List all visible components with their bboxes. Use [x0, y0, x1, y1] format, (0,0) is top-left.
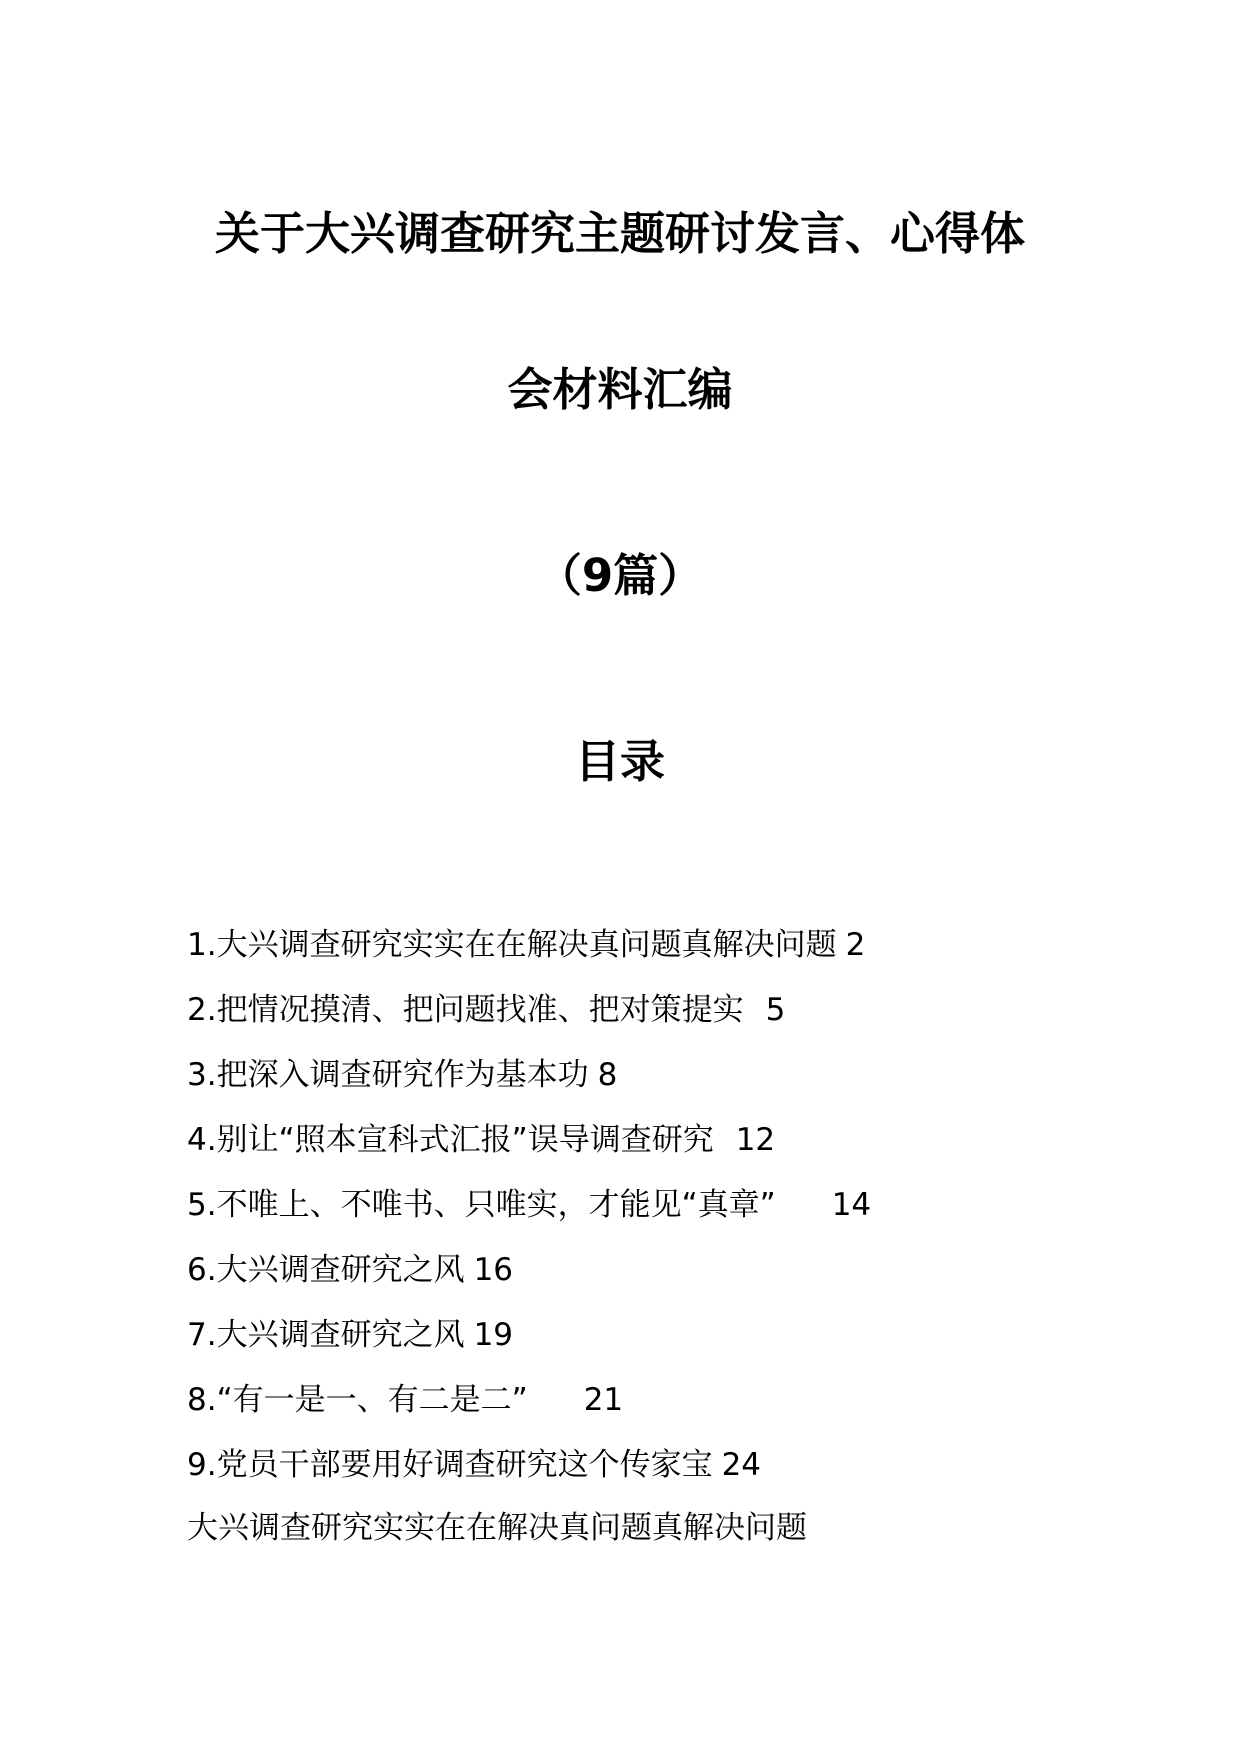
toc-item-label: 8.“有一是一、有二是二”: [187, 1382, 528, 1418]
toc-item-page-number: 24: [721, 1447, 762, 1483]
toc-item-page-number: 21: [583, 1382, 624, 1418]
document-title-line-2: 会材料汇编: [507, 363, 733, 416]
toc-item-label: 1.大兴调查研究实实在在解决真问题真解决问题: [187, 927, 837, 963]
toc-item-label: 3.把深入调查研究作为基本功: [187, 1057, 589, 1093]
toc-item-label: 6.大兴调查研究之风: [187, 1252, 465, 1288]
toc-item-label: 2.把情况摸清、把问题找准、把对策提实: [187, 992, 744, 1028]
toc-item-page-number: 5: [765, 992, 786, 1028]
toc-item-page-number: 2: [845, 927, 866, 963]
toc-item[interactable]: [187, 1055, 1087, 1120]
article-count: （9篇）: [536, 549, 704, 602]
toc-item[interactable]: [187, 1380, 1087, 1445]
toc-item-page-number: 14: [831, 1187, 872, 1223]
toc-item-label: 4.别让“照本宣科式汇报”误导调查研究: [187, 1122, 714, 1158]
document-title-line-1: 关于大兴调查研究主题研讨发言、心得体: [214, 207, 1025, 260]
toc-item[interactable]: [187, 1185, 1087, 1250]
toc-item[interactable]: [187, 1250, 1087, 1315]
toc-item[interactable]: [187, 1120, 1087, 1185]
first-section-heading: 大兴调查研究实实在在解决真问题真解决问题: [187, 1510, 807, 1546]
table-of-contents: [187, 925, 1087, 1510]
toc-item-page-number: 8: [597, 1057, 618, 1093]
toc-item[interactable]: [187, 1445, 1087, 1510]
toc-heading: 目录: [574, 735, 665, 788]
toc-item-label: 5.不唯上、不唯书、只唯实，才能见“真章”: [187, 1187, 776, 1223]
toc-item-label: 7.大兴调查研究之风: [187, 1317, 465, 1353]
toc-item-label: 9.党员干部要用好调查研究这个传家宝: [187, 1447, 713, 1483]
toc-item[interactable]: [187, 1315, 1087, 1380]
toc-item[interactable]: [187, 990, 1087, 1055]
toc-item-page-number: 16: [473, 1252, 514, 1288]
toc-item-page-number: 19: [473, 1317, 514, 1353]
toc-item-page-number: 12: [735, 1122, 776, 1158]
toc-item[interactable]: [187, 925, 1087, 990]
